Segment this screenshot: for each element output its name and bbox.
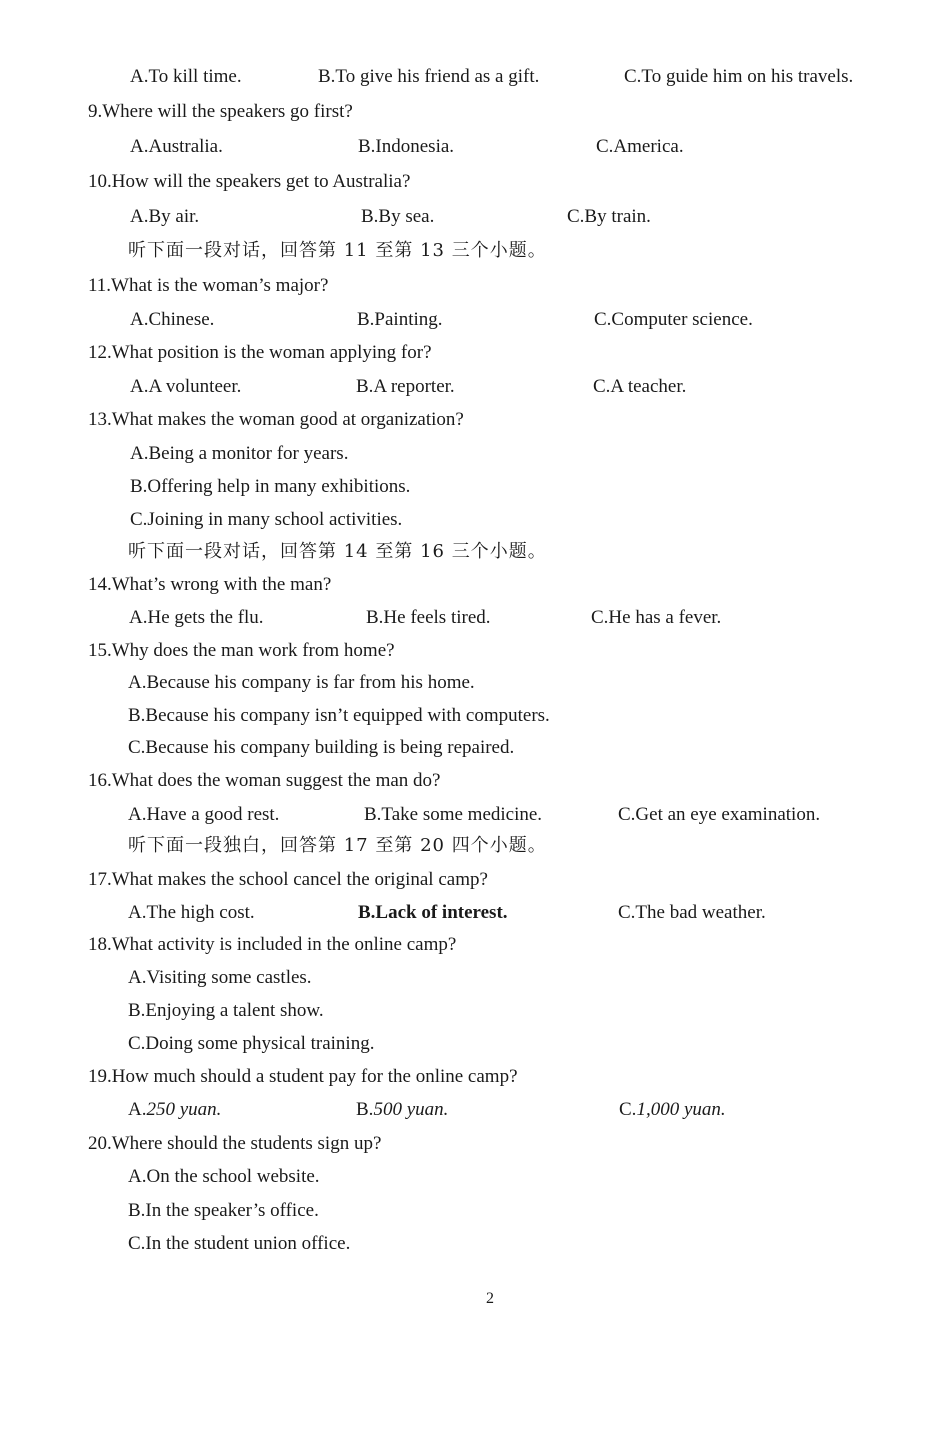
answer-option <box>128 804 279 826</box>
option-label: B.Offering help in many exhibitions. <box>130 476 411 497</box>
answer-option <box>130 376 241 398</box>
answer-option <box>129 607 264 629</box>
answer-option <box>619 1099 726 1121</box>
option-label: C.Computer science. <box>594 309 753 330</box>
option-label: B. <box>356 1099 374 1120</box>
answer-option <box>128 672 475 694</box>
option-label: C.He has a fever. <box>591 607 722 628</box>
answer-option <box>130 136 223 158</box>
question-text: 14.What’s wrong with the man? <box>88 574 332 595</box>
question-text: 17.What makes the school cancel the original camp? <box>88 869 488 890</box>
option-label: A.Have a good rest. <box>128 804 280 825</box>
option-amount: 500 yuan. <box>373 1099 449 1120</box>
question-text: 19.How much should a student pay for the online camp? <box>88 1066 518 1087</box>
question-text: 18.What activity is included in the online camp? <box>88 934 457 955</box>
question-text: 12.What position is the woman applying for? <box>88 342 432 363</box>
option-amount: 250 yuan. <box>146 1099 222 1120</box>
option-label: A.Chinese. <box>130 309 215 330</box>
answer-option <box>130 206 199 228</box>
answer-option <box>128 967 312 989</box>
option-label: C.A teacher. <box>593 376 687 397</box>
section-instruction: 听下面一段对话，回答第 11 至第 13 三个小题。 <box>128 240 547 261</box>
option-label: A. <box>128 1099 147 1120</box>
option-label: B.Take some medicine. <box>364 804 543 825</box>
option-label: B.Because his company isn’t equipped with computers. <box>128 705 550 726</box>
page-number: 2 <box>486 1290 494 1307</box>
option-label: C.Because his company building is being repaired. <box>128 737 515 758</box>
option-label: A.By air. <box>130 206 200 227</box>
answer-option <box>130 66 242 88</box>
answer-option <box>618 804 820 826</box>
answer-option <box>128 902 255 924</box>
answer-option <box>128 1099 221 1121</box>
question-text: 20.Where should the students sign up? <box>88 1133 382 1154</box>
answer-option <box>128 1233 350 1255</box>
answer-option <box>618 902 766 924</box>
answer-option <box>356 376 455 398</box>
answer-option <box>128 1000 324 1022</box>
option-label: C.America. <box>596 136 684 157</box>
section-instruction: 听下面一段独白，回答第 17 至第 20 四个小题。 <box>128 835 547 856</box>
answer-option <box>356 1099 448 1121</box>
answer-option <box>361 206 434 228</box>
option-amount: 1,000 yuan. <box>636 1099 726 1120</box>
option-label: A.A volunteer. <box>130 376 242 397</box>
option-label: C.In the student union office. <box>128 1233 351 1254</box>
option-label: A.To kill time. <box>130 66 242 87</box>
option-label: B.He feels tired. <box>366 607 491 628</box>
option-label: A.On the school website. <box>128 1166 320 1187</box>
answer-option <box>128 1033 374 1055</box>
answer-option <box>358 902 508 924</box>
option-label: B.Lack of interest. <box>358 902 508 923</box>
answer-option <box>130 476 410 498</box>
option-label: B.To give his friend as a gift. <box>318 66 540 87</box>
answer-option <box>357 309 443 331</box>
option-label: B.Indonesia. <box>358 136 455 157</box>
answer-option <box>128 1166 320 1188</box>
option-label: A.He gets the flu. <box>129 607 264 628</box>
option-label: B.By sea. <box>361 206 435 227</box>
option-label: B.In the speaker’s office. <box>128 1200 319 1221</box>
option-label: B.A reporter. <box>356 376 455 397</box>
option-label: A.Because his company is far from his home. <box>128 672 475 693</box>
answer-option <box>567 206 651 228</box>
answer-option <box>594 309 753 331</box>
question-text: 9.Where will the speakers go first? <box>88 101 353 122</box>
answer-option <box>596 136 684 158</box>
answer-option <box>130 509 402 531</box>
answer-option <box>128 1200 319 1222</box>
answer-option <box>130 309 214 331</box>
answer-option <box>128 705 550 727</box>
option-label: C.By train. <box>567 206 651 227</box>
option-label: C.To guide him on his travels. <box>624 66 854 87</box>
option-label: C. <box>619 1099 637 1120</box>
question-text: 15.Why does the man work from home? <box>88 640 395 661</box>
answer-option <box>318 66 539 88</box>
answer-option <box>624 66 853 88</box>
question-text: 11.What is the woman’s major? <box>88 275 329 296</box>
option-label: A.The high cost. <box>128 902 255 923</box>
answer-option <box>358 136 454 158</box>
option-label: A.Australia. <box>130 136 223 157</box>
answer-option <box>364 804 542 826</box>
question-text: 13.What makes the woman good at organization? <box>88 409 464 430</box>
section-instruction: 听下面一段对话，回答第 14 至第 16 三个小题。 <box>128 541 547 562</box>
answer-option <box>366 607 491 629</box>
option-label: C.The bad weather. <box>618 902 766 923</box>
answer-option <box>130 443 348 465</box>
option-label: C.Joining in many school activities. <box>130 509 403 530</box>
answer-option <box>128 737 514 759</box>
option-label: C.Get an eye examination. <box>618 804 821 825</box>
question-text: 16.What does the woman suggest the man do? <box>88 770 441 791</box>
answer-option <box>593 376 686 398</box>
option-label: A.Visiting some castles. <box>128 967 312 988</box>
answer-option <box>591 607 721 629</box>
option-label: A.Being a monitor for years. <box>130 443 349 464</box>
option-label: C.Doing some physical training. <box>128 1033 375 1054</box>
question-text: 10.How will the speakers get to Australia? <box>88 171 411 192</box>
option-label: B.Enjoying a talent show. <box>128 1000 324 1021</box>
option-label: B.Painting. <box>357 309 443 330</box>
